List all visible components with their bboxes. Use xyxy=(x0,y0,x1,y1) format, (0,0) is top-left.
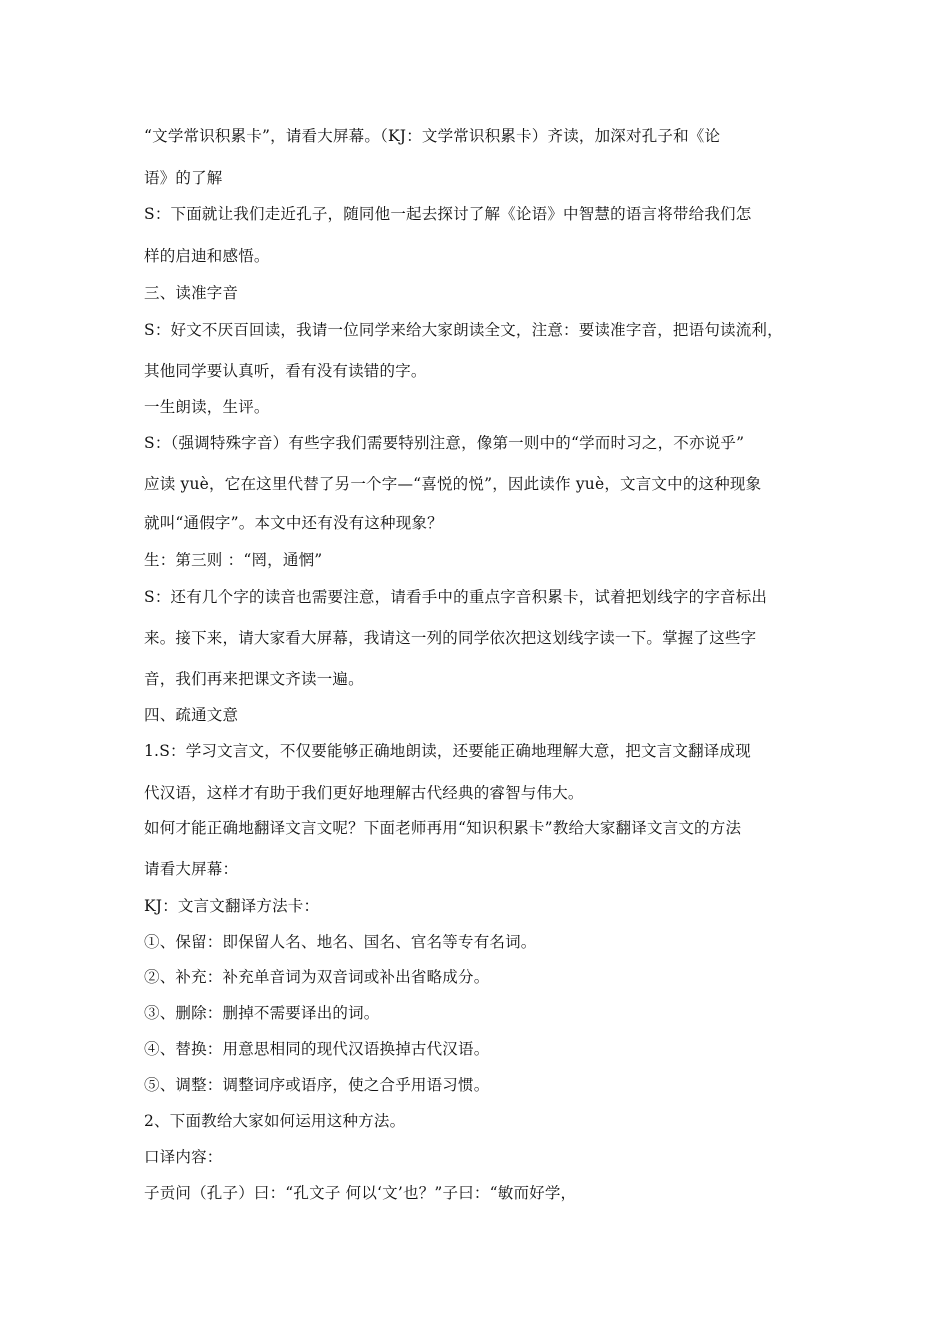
section-heading: 四、疏通文意 xyxy=(144,706,239,724)
text-line: 请看大屏幕： xyxy=(144,860,239,878)
text-line: 2、下面教给大家如何运用这种方法。 xyxy=(144,1112,406,1130)
text-line: 代汉语，这样才有助于我们更好地理解古代经典的睿智与伟大。 xyxy=(144,784,584,802)
text-line: 来。接下来，请大家看大屏幕，我请这一列的同学依次把这划线字读一下。掌握了这些字 xyxy=(144,629,757,647)
text-line: 应读 yuè，它在这里代替了另一个字—“喜悦的悦”，因此读作 yuè，文言文中的这种现象 xyxy=(144,475,762,493)
text-line: 就叫“通假字”。本文中还有没有这种现象？ xyxy=(144,514,443,532)
text-line: S：还有几个字的读音也需要注意，请看手中的重点字音积累卡，试着把划线字的字音标出 xyxy=(144,588,768,606)
text-line: 子贡问（孔子）曰：“孔文子 何以‘文’也？”子曰：“敏而好学， xyxy=(144,1184,577,1202)
text-line: 其他同学要认真听，看有没有读错的字。 xyxy=(144,362,427,380)
text-line: 音，我们再来把课文齐读一遍。 xyxy=(144,670,364,688)
section-heading: 三、读准字音 xyxy=(144,284,239,302)
text-line: KJ：文言文翻译方法卡： xyxy=(144,897,320,915)
text-line: S：（强调特殊字音）有些字我们需要特别注意，像第一则中的“学而时习之，不亦说乎” xyxy=(144,434,745,452)
list-item: ④、替换：用意思相同的现代汉语换掉古代汉语。 xyxy=(144,1040,490,1058)
text-line: 口译内容： xyxy=(144,1148,223,1166)
text-line: 语》的了解 xyxy=(144,169,223,187)
text-line: 样的启迪和感悟。 xyxy=(144,247,270,265)
text-line: 如何才能正确地翻译文言文呢？下面老师再用“知识积累卡”教给大家翻译文言文的方法 xyxy=(144,819,742,837)
list-item: ①、保留：即保留人名、地名、国名、官名等专有名词。 xyxy=(144,933,537,951)
text-line: S：好文不厌百回读，我请一位同学来给大家朗读全文，注意：要读准字音，把语句读流利， xyxy=(144,321,783,339)
text-line: 生：第三则 ：“罔，通惘” xyxy=(144,551,323,569)
list-item: ③、删除：删掉不需要译出的词。 xyxy=(144,1004,380,1022)
text-line: S：下面就让我们走近孔子，随同他一起去探讨了解《论语》中智慧的语言将带给我们怎 xyxy=(144,205,752,223)
list-item: ②、补充：补充单音词为双音词或补出省略成分。 xyxy=(144,968,490,986)
text-line: 1.S：学习文言文，不仅要能够正确地朗读，还要能正确地理解大意，把文言文翻译成现 xyxy=(144,742,751,760)
text-line: 一生朗读，生评。 xyxy=(144,398,270,416)
text-line: “文学常识积累卡”，请看大屏幕。（KJ：文学常识积累卡）齐读，加深对孔子和《论 xyxy=(144,127,721,145)
list-item: ⑤、调整：调整词序或语序，使之合乎用语习惯。 xyxy=(144,1076,490,1094)
